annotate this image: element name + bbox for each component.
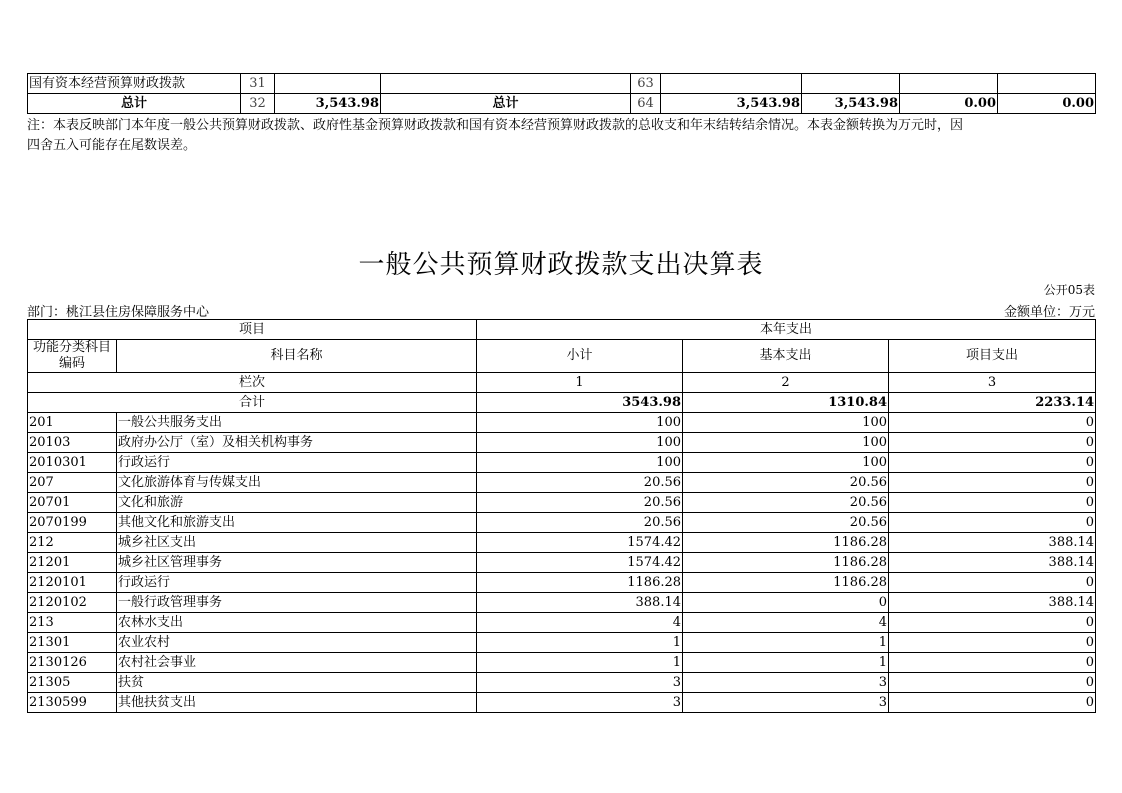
- row-project: 0: [889, 693, 1096, 713]
- row-basic: 1186.28: [683, 553, 889, 573]
- row-basic: 1186.28: [683, 533, 889, 553]
- row-project: 388.14: [889, 533, 1096, 553]
- prev-table-note: [27, 116, 1095, 156]
- prev-amount-2: [802, 74, 900, 94]
- row-project: 0: [889, 473, 1096, 493]
- note-line-2: 四舍五入可能存在尾数误差。: [27, 138, 197, 153]
- prev-right-no: 63: [631, 74, 661, 94]
- row-basic: 1: [683, 653, 889, 673]
- column-index-3: 3: [889, 373, 1096, 393]
- prev-left-label: 国有资本经营预算财政拨款: [28, 74, 241, 94]
- row-project: 0: [889, 413, 1096, 433]
- row-subtotal: 3: [477, 693, 683, 713]
- row-subtotal: 1574.42: [477, 553, 683, 573]
- table-row: [28, 453, 1096, 473]
- table-row: [28, 653, 1096, 673]
- prev-right-label: 总计: [381, 94, 631, 114]
- row-basic: 1: [683, 633, 889, 653]
- department-label: 部门：桃江县住房保障服务中心: [27, 305, 210, 320]
- row-project: 388.14: [889, 593, 1096, 613]
- row-subtotal: 1186.28: [477, 573, 683, 593]
- prev-left-no: 31: [241, 74, 275, 94]
- total-project: 2233.14: [889, 393, 1096, 413]
- table-row: [28, 533, 1096, 553]
- table-row: [28, 473, 1096, 493]
- note-line-1: 注：本表反映部门本年度一般公共预算财政拨款、政府性基金预算财政拨款和国有资本经营预算财政拨款的总收支和年末结转结余情况。本表金额转换为万元时，因: [27, 118, 964, 133]
- header-project-exp: 项目支出: [889, 340, 1096, 373]
- header-basic: 基本支出: [683, 340, 889, 373]
- row-basic: 0: [683, 593, 889, 613]
- row-subtotal: 100: [477, 453, 683, 473]
- row-name: 一般行政管理事务: [117, 593, 477, 613]
- table-row: [28, 493, 1096, 513]
- row-basic: 3: [683, 673, 889, 693]
- page-title: 一般公共预算财政拨款支出决算表: [358, 250, 764, 280]
- prev-table-row: [28, 94, 1096, 114]
- row-subtotal: 100: [477, 433, 683, 453]
- amount-unit-label: 金额单位：万元: [1003, 305, 1095, 320]
- prev-right-no: 64: [631, 94, 661, 114]
- row-code: 2130599: [28, 693, 117, 713]
- row-basic: 4: [683, 613, 889, 633]
- table-row: [28, 433, 1096, 453]
- row-name: 扶贫: [117, 673, 477, 693]
- row-project: 0: [889, 493, 1096, 513]
- row-name: 文化和旅游: [117, 493, 477, 513]
- row-name: 行政运行: [117, 453, 477, 473]
- row-code: 2130126: [28, 653, 117, 673]
- row-project: 0: [889, 513, 1096, 533]
- row-code: 201: [28, 413, 117, 433]
- row-code: 213: [28, 613, 117, 633]
- column-index-2: 2: [683, 373, 889, 393]
- table-row: [28, 573, 1096, 593]
- row-name: 城乡社区支出: [117, 533, 477, 553]
- row-code: 2070199: [28, 513, 117, 533]
- table-row: [28, 413, 1096, 433]
- row-basic: 20.56: [683, 493, 889, 513]
- prev-amount-4: [998, 74, 1096, 94]
- table-row: [28, 593, 1096, 613]
- prev-amount-4: 0.00: [998, 94, 1096, 114]
- row-name: 其他文化和旅游支出: [117, 513, 477, 533]
- prev-amount-1: [661, 74, 802, 94]
- header-project: 项目: [28, 320, 477, 340]
- prev-amount-3: 0.00: [900, 94, 998, 114]
- row-subtotal: 388.14: [477, 593, 683, 613]
- header-row-1: [28, 320, 1096, 340]
- row-code: 20701: [28, 493, 117, 513]
- row-name: 农林水支出: [117, 613, 477, 633]
- row-name: 一般公共服务支出: [117, 413, 477, 433]
- prev-left-no: 32: [241, 94, 275, 114]
- prev-amount-3: [900, 74, 998, 94]
- row-code: 2120102: [28, 593, 117, 613]
- table-row: [28, 553, 1096, 573]
- column-index-label: 栏次: [28, 373, 477, 393]
- header-name: 科目名称: [117, 340, 477, 373]
- prev-summary-table: [27, 73, 1096, 114]
- row-basic: 100: [683, 453, 889, 473]
- row-subtotal: 100: [477, 413, 683, 433]
- row-subtotal: 20.56: [477, 513, 683, 533]
- row-project: 0: [889, 613, 1096, 633]
- prev-right-label: [381, 74, 631, 94]
- header-current-year: 本年支出: [477, 320, 1096, 340]
- table-row: [28, 633, 1096, 653]
- form-number: 公开05表: [1043, 283, 1095, 297]
- row-project: 0: [889, 433, 1096, 453]
- prev-left-amount: [275, 74, 381, 94]
- prev-amount-1: 3,543.98: [661, 94, 802, 114]
- row-code: 21301: [28, 633, 117, 653]
- header-code: 功能分类科目编码: [28, 340, 117, 373]
- row-basic: 20.56: [683, 473, 889, 493]
- row-project: 0: [889, 653, 1096, 673]
- row-name: 政府办公厅（室）及相关机构事务: [117, 433, 477, 453]
- row-name: 行政运行: [117, 573, 477, 593]
- total-basic: 1310.84: [683, 393, 889, 413]
- total-label: 合计: [28, 393, 477, 413]
- row-subtotal: 20.56: [477, 493, 683, 513]
- row-name: 城乡社区管理事务: [117, 553, 477, 573]
- row-project: 0: [889, 673, 1096, 693]
- total-subtotal: 3543.98: [477, 393, 683, 413]
- prev-amount-2: 3,543.98: [802, 94, 900, 114]
- total-row: [28, 393, 1096, 413]
- column-index-1: 1: [477, 373, 683, 393]
- header-row-2: [28, 340, 1096, 373]
- expenditure-table: [27, 319, 1096, 713]
- table-row: [28, 673, 1096, 693]
- row-basic: 1186.28: [683, 573, 889, 593]
- row-code: 212: [28, 533, 117, 553]
- table-row: [28, 693, 1096, 713]
- row-name: 其他扶贫支出: [117, 693, 477, 713]
- table-row: [28, 513, 1096, 533]
- row-project: 388.14: [889, 553, 1096, 573]
- row-subtotal: 20.56: [477, 473, 683, 493]
- column-index-row: [28, 373, 1096, 393]
- row-project: 0: [889, 453, 1096, 473]
- row-basic: 100: [683, 433, 889, 453]
- header-subtotal: 小计: [477, 340, 683, 373]
- row-subtotal: 1: [477, 633, 683, 653]
- row-basic: 20.56: [683, 513, 889, 533]
- row-code: 2120101: [28, 573, 117, 593]
- row-name: 文化旅游体育与传媒支出: [117, 473, 477, 493]
- row-code: 2010301: [28, 453, 117, 473]
- row-subtotal: 1: [477, 653, 683, 673]
- row-code: 207: [28, 473, 117, 493]
- prev-left-label: 总计: [28, 94, 241, 114]
- row-name: 农村社会事业: [117, 653, 477, 673]
- row-code: 20103: [28, 433, 117, 453]
- row-basic: 100: [683, 413, 889, 433]
- row-code: 21305: [28, 673, 117, 693]
- row-subtotal: 3: [477, 673, 683, 693]
- row-subtotal: 1574.42: [477, 533, 683, 553]
- row-project: 0: [889, 573, 1096, 593]
- row-subtotal: 4: [477, 613, 683, 633]
- table-row: [28, 613, 1096, 633]
- row-project: 0: [889, 633, 1096, 653]
- row-name: 农业农村: [117, 633, 477, 653]
- row-basic: 3: [683, 693, 889, 713]
- row-code: 21201: [28, 553, 117, 573]
- prev-table-row: [28, 74, 1096, 94]
- prev-left-amount: 3,543.98: [275, 94, 381, 114]
